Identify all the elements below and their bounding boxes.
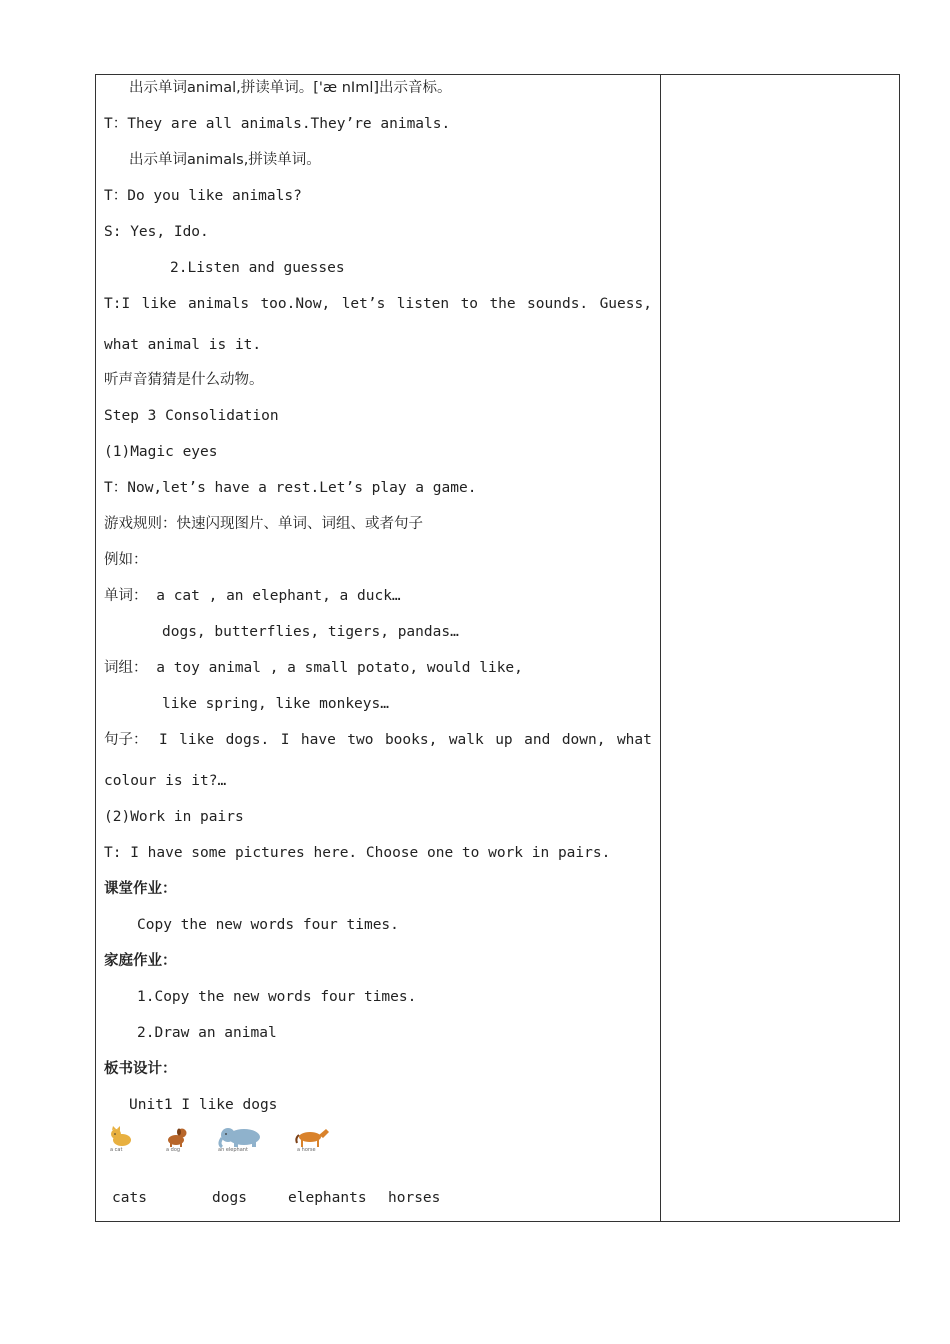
word: I	[280, 732, 290, 748]
word: Guess,	[599, 296, 652, 312]
word: 句子：	[104, 732, 148, 748]
text-line: like spring, like monkeys…	[162, 696, 389, 712]
word: sounds.	[527, 296, 589, 312]
picture-label: a cat	[110, 1147, 123, 1153]
text-line: T：Do you like animals?	[104, 188, 302, 204]
word: animals	[187, 296, 250, 312]
text-line: (2)Work in pairs	[104, 809, 244, 825]
heading-classwork: 课堂作业：	[104, 881, 177, 897]
text-line: 2.Draw an animal	[137, 1025, 277, 1041]
lesson-table	[95, 74, 900, 1222]
text-line: (1)Magic eyes	[104, 444, 218, 460]
plural-word: dogs	[212, 1190, 247, 1206]
text-line: dogs, butterflies, tigers, pandas…	[162, 624, 459, 640]
heading-homework: 家庭作业：	[104, 953, 177, 969]
word: like	[141, 296, 177, 312]
text-line: 游戏规则：快速闪现图片、单词、词组、或者句子	[104, 516, 423, 532]
word: I	[158, 732, 168, 748]
justified-line	[104, 295, 652, 313]
word: two	[347, 732, 374, 748]
word: too.Now,	[260, 296, 331, 312]
text-line: 例如：	[104, 552, 148, 568]
text-line: 出示单词animals,拼读单词。	[129, 152, 321, 168]
text-line: 出示单词animal,拼读单词。['æ nIml]出示音标。	[129, 80, 452, 96]
word: have	[300, 732, 336, 748]
picture-label: a dog	[166, 1147, 181, 1153]
text-line: 词组： a toy animal , a small potato, would like,	[104, 660, 523, 676]
word: what	[616, 732, 652, 748]
word: the	[489, 296, 516, 312]
plural-word: cats	[112, 1190, 147, 1206]
picture-label: a horse	[297, 1147, 316, 1153]
word: down,	[561, 732, 606, 748]
word: dogs.	[225, 732, 270, 748]
word: walk	[448, 732, 484, 748]
text-line: what animal is it.	[104, 337, 262, 353]
word: books,	[384, 732, 438, 748]
justified-line	[104, 731, 652, 749]
word: let’s	[341, 296, 386, 312]
word: up	[495, 732, 513, 748]
text-line: colour is it?…	[104, 773, 227, 789]
plural-word: elephants	[288, 1190, 367, 1206]
text-line: 单词： a cat , an elephant, a duck…	[104, 588, 401, 604]
section-heading: Step 3 Consolidation	[104, 408, 279, 424]
column-divider	[660, 74, 661, 1222]
word: and	[524, 732, 551, 748]
plural-word: horses	[388, 1190, 441, 1206]
board-title: Unit1 I like dogs	[129, 1097, 278, 1113]
heading-board-design: 板书设计：	[104, 1061, 177, 1077]
text-line: 2.Listen and guesses	[170, 260, 345, 276]
word: listen	[396, 296, 450, 312]
picture-label: an elephant	[218, 1147, 248, 1153]
text-line: S: Yes, Ido.	[104, 224, 209, 240]
word: to	[460, 296, 479, 312]
text-line: 听声音猜猜是什么动物。	[104, 372, 264, 388]
text-line: T：They are all animals.They’re animals.	[104, 116, 451, 132]
text-line: T: I have some pictures here. Choose one to work in pairs.	[104, 845, 611, 861]
text-line: 1.Copy the new words four times.	[137, 989, 417, 1005]
animal-pictures	[104, 1126, 344, 1158]
text-line: Copy the new words four times.	[137, 917, 399, 933]
word: T:I	[104, 296, 131, 312]
text-line: T：Now,let’s have a rest.Let’s play a game.	[104, 480, 477, 496]
word: like	[179, 732, 215, 748]
